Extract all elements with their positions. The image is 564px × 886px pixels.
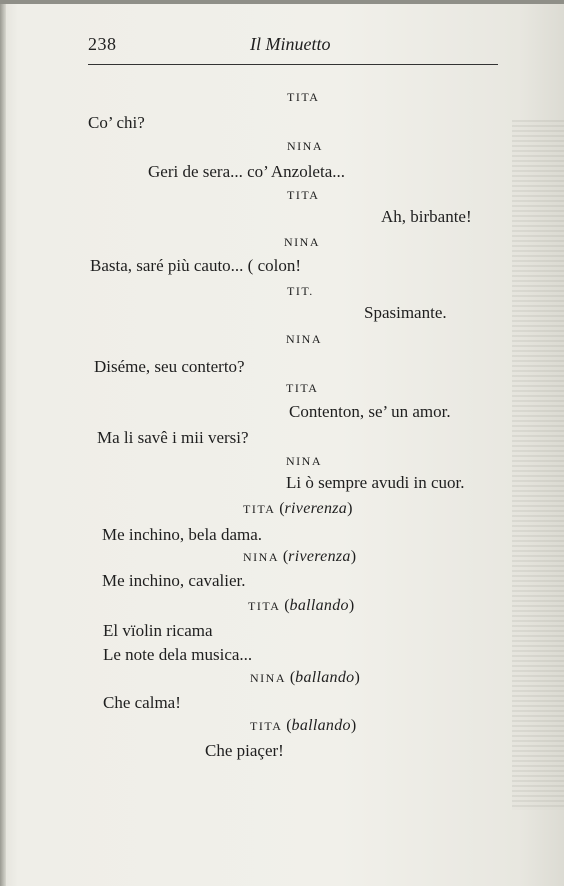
speaker-name: NINA [243, 550, 279, 564]
dialogue-line: Spasimante. [364, 303, 447, 322]
running-title: Il Minuetto [250, 34, 331, 54]
speaker-name: NINA [250, 671, 286, 685]
stage-direction: ballando [291, 717, 351, 734]
dialogue-line: El vïolin ricama [103, 621, 213, 640]
dialogue-line: Ma li savê i mii versi? [97, 428, 249, 447]
stage-direction: ballando [295, 669, 355, 686]
stage-direction: riverenza [284, 500, 348, 517]
speaker-name: TITA [243, 502, 275, 516]
dialogue-line: Basta, saré più cauto... ( colon! [90, 256, 302, 275]
dialogue-line: Diséme, seu conterto? [94, 357, 245, 376]
speaker-label: NINA [286, 454, 322, 468]
dialogue-line: Me inchino, bela dama. [102, 525, 263, 544]
speaker-label: TITA [287, 188, 320, 202]
dialogue-line: Co’ chi? [88, 113, 145, 132]
speaker-label: TITA [286, 381, 319, 395]
dialogue-line: Che piaçer! [205, 741, 284, 760]
speaker-label: TITA [287, 90, 320, 104]
page-header [0, 34, 564, 58]
speaker-label: TIT. [287, 284, 314, 298]
page-top-edge [0, 0, 564, 4]
speaker-label: NINA [286, 332, 322, 346]
speaker-name: TITA [248, 599, 280, 613]
speaker-label: TITA (riverenza) [243, 500, 353, 517]
header-rule [88, 64, 498, 65]
dialogue-line: Contenton, se’ un amor. [289, 402, 451, 421]
dialogue-line: Ah, birbante! [381, 207, 472, 226]
page-number: 238 [88, 34, 117, 54]
stage-direction: ballando [289, 597, 349, 614]
dialogue-line: Geri de sera... co’ Anzoleta... [148, 162, 345, 181]
dialogue-line: Che calma! [103, 693, 181, 712]
dialogue-line: Le note dela musica... [103, 645, 253, 664]
dialogue-line: Li ò sempre avudi in cuor. [286, 473, 465, 492]
speaker-label: NINA [287, 139, 323, 153]
speaker-label: TITA (ballando) [248, 597, 355, 614]
speaker-name: TITA [250, 719, 282, 733]
stage-direction: riverenza [288, 548, 351, 565]
speaker-label: NINA [284, 235, 320, 249]
speaker-label: NINA (ballando) [250, 669, 360, 686]
speaker-label: TITA (ballando) [250, 717, 357, 734]
dialogue-line: Me inchino, cavalier. [102, 571, 246, 590]
speaker-label: NINA (riverenza) [243, 548, 357, 565]
